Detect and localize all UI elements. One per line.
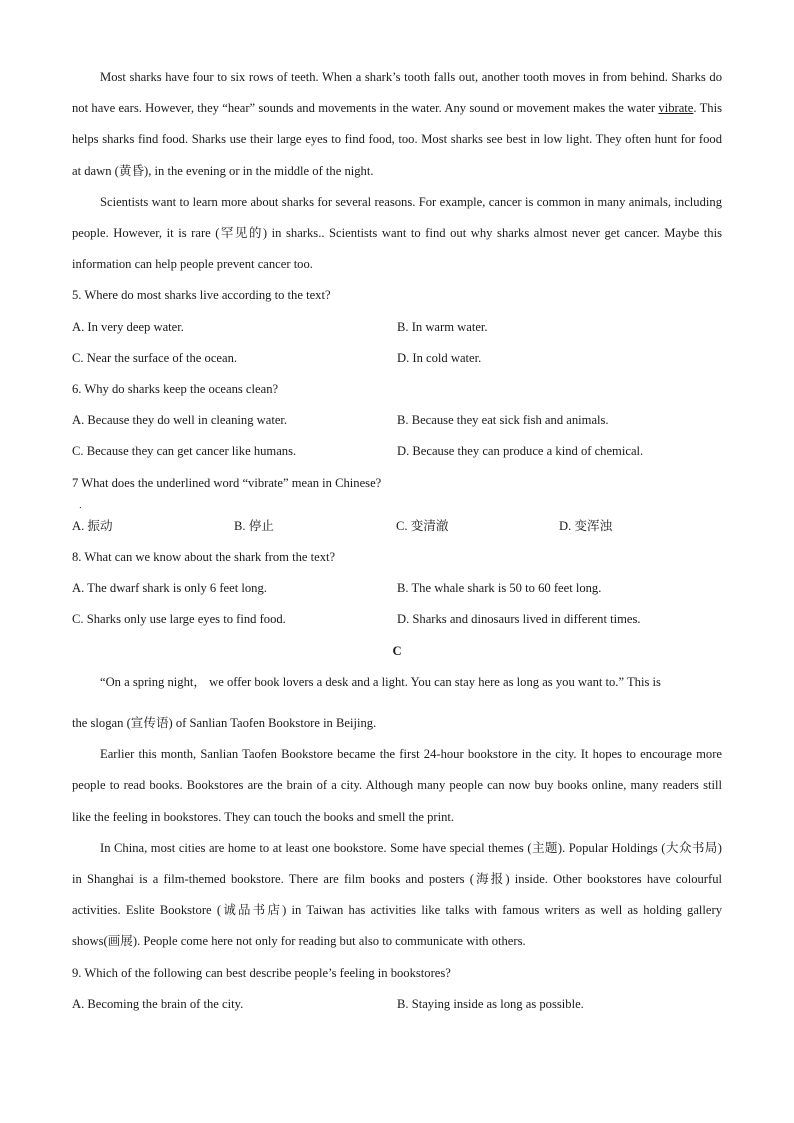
- q5-option-c: C. Near the surface of the ocean.: [72, 350, 238, 365]
- q5-option-b: B. In warm water.: [397, 319, 488, 334]
- question-6-options: [72, 405, 722, 467]
- underlined-word-vibrate: vibrate: [658, 101, 694, 116]
- question-7-stem: 7 What does the underlined word “vibrate” mean in Chinese?: [72, 475, 382, 490]
- q8-option-d: D. Sharks and dinosaurs lived in different times.: [397, 612, 641, 627]
- q7-option-c: C. 变清澈: [396, 518, 449, 533]
- question-8-options: [72, 573, 722, 635]
- q5-option-d: D. In cold water.: [397, 350, 482, 365]
- q8-option-a: A. The dwarf shark is only 6 feet long.: [72, 581, 267, 596]
- q5-option-a: A. In very deep water.: [72, 319, 184, 334]
- exam-page: [72, 62, 722, 1020]
- question-7-options: [72, 511, 722, 542]
- question-9-stem: 9. Which of the following can best describe people’s feeling in bookstores?: [72, 965, 451, 980]
- passage-b-p1-text-b: . This helps sharks find food. Sharks use their large eyes to find food, too. Most sharks see best in low light. They often hunt for food at dawn (黄昏), in the evening or in the middle of the night.: [72, 101, 722, 178]
- question-5-stem: 5. Where do most sharks live according to the text?: [72, 288, 331, 303]
- question-7-dot-mark: ．: [79, 499, 89, 510]
- q7-option-a: A. 振动: [72, 518, 113, 533]
- passage-c-slogan-line: [72, 667, 722, 698]
- q7-option-d: D. 变浑浊: [559, 518, 613, 533]
- q9-option-b: B. Staying inside as long as possible.: [397, 996, 584, 1011]
- passage-c-heading: C: [392, 643, 402, 658]
- passage-c-slogan-attribution: the slogan (宣传语) of Sanlian Taofen Bookstore in Beijing.: [72, 716, 377, 731]
- question-5-options: [72, 312, 722, 374]
- q6-option-c: C. Because they can get cancer like humans.: [72, 444, 297, 459]
- q7-option-b: B. 停止: [234, 518, 274, 533]
- q6-option-d: D. Because they can produce a kind of chemical.: [397, 444, 644, 459]
- passage-b-paragraph-1: [72, 62, 722, 187]
- question-8-stem: 8. What can we know about the shark from the text?: [72, 550, 336, 565]
- passage-c-paragraph-3: In China, most cities are home to at least one bookstore. Some have special themes (主题). Popular Holdings (大众书局) in Shanghai is a film-themed bookstore. There are film books and posters (海报) inside. Other bookstores have colourful activities. Eslite Bookstore (诚品书店) in Taiwan has activities like talks with famous writers as well as holding gallery shows(画展). People come here not only for reading but also to communicate with others.: [72, 840, 722, 949]
- q8-option-c: C. Sharks only use large eyes to find food.: [72, 612, 286, 627]
- slogan-comma: ，: [193, 674, 206, 689]
- q6-option-b: B. Because they eat sick fish and animals.: [397, 413, 609, 428]
- passage-b-p1-text-a: Most sharks have four to six rows of teeth. When a shark’s tooth falls out, another tooth moves in from behind. Sharks do not have ears. However, they “hear” sounds and movements in the water. Any sound or movement makes the water: [72, 70, 722, 116]
- slogan-text-1: “On a spring night: [100, 674, 194, 689]
- q9-option-a: A. Becoming the brain of the city.: [72, 996, 244, 1011]
- slogan-text-2: we offer book lovers a desk and a light. You can stay here as long as you want to.” This is: [205, 674, 661, 689]
- passage-c-paragraph-2: Earlier this month, Sanlian Taofen Bookstore became the first 24-hour bookstore in the city. It hopes to encourage more people to read books. Bookstores are the brain of a city. Although many people can now buy books online, many readers still like the feeling in bookstores. They can touch the books and smell the print.: [72, 747, 722, 824]
- question-7-stem-row: [72, 468, 722, 510]
- q8-option-b: B. The whale shark is 50 to 60 feet long.: [397, 581, 602, 596]
- question-9-options: [72, 989, 722, 1020]
- question-6-stem: 6. Why do sharks keep the oceans clean?: [72, 382, 279, 397]
- q6-option-a: A. Because they do well in cleaning water.: [72, 413, 288, 428]
- passage-b-paragraph-2: Scientists want to learn more about sharks for several reasons. For example, cancer is common in many animals, including people. However, it is rare (罕见的) in sharks.. Scientists want to find out why sharks almost never get cancer. Maybe this information can help people prevent cancer too.: [72, 194, 722, 272]
